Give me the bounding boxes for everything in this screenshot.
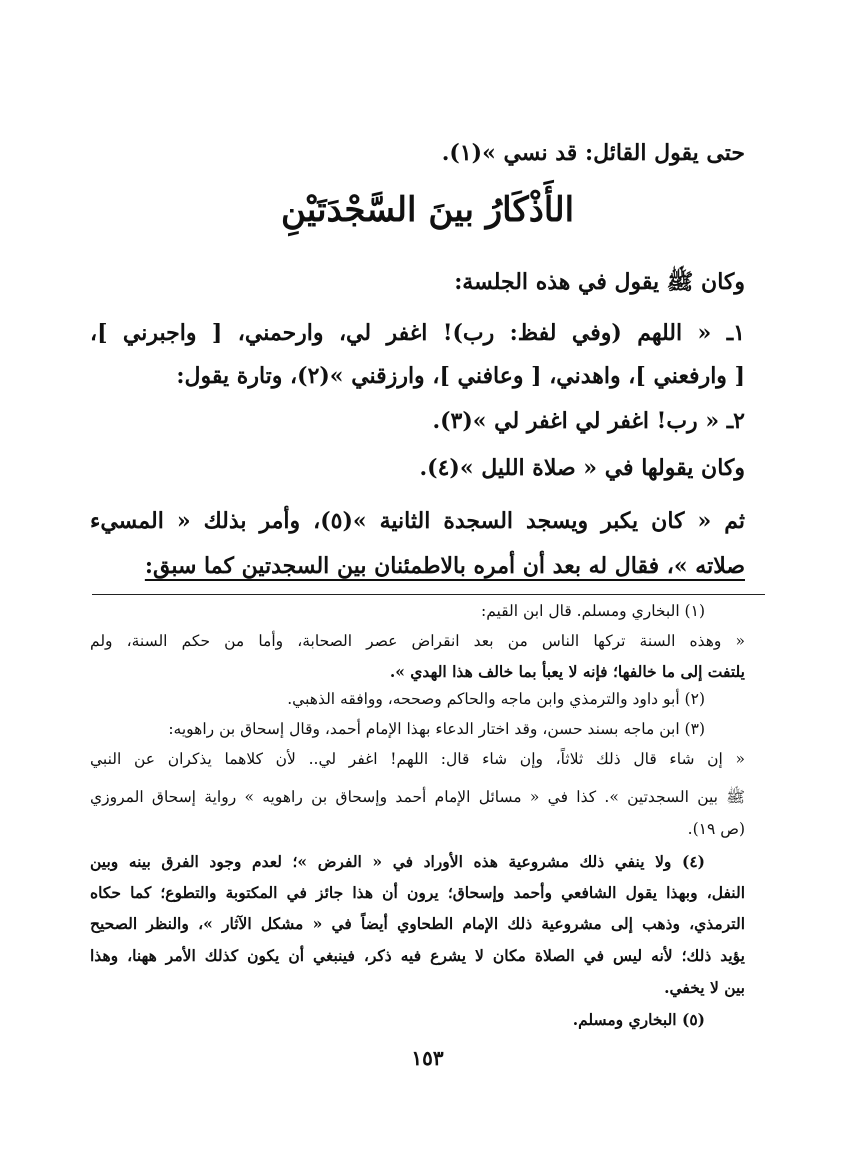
footnote-5: (٥) البخاري ومسلم. [572,1010,705,1029]
section-heading: الأَذْكَارُ بينَ السَّجْدَتَيْنِ [280,190,575,230]
text-line-9: صلاته »، فقال له بعد أن أمره بالاطمئنان بين السجدتين كما سبق: [144,553,745,579]
page-number: ١٥٣ [411,1046,444,1070]
text-line-6: ٢ـ « رب! اغفر لي اغفر لي »(٣). [432,408,745,434]
footnote-3-a: (٣) ابن ماجه بسند حسن، وقد اختار الدعاء بهذا الإمام أحمد، وقال إسحاق بن راهويه: [168,720,705,738]
text-line-1: حتى يقول القائل: قد نسي »(١). [441,140,745,166]
footnote-1-b: « وهذه السنة تركها الناس من بعد انقراض عصر الصحابة، وأما من حكم السنة، ولم [90,632,745,650]
footnote-4-c: الترمذي، وذهب إلى مشروعية ذلك الإمام الطحاوي أيضاً في « مشكل الآثار »، والنظر الصحيح [90,914,745,933]
footnote-1-c: يلتفت إلى ما خالفها؛ فإنه لا يعبأ بما خالف هذا الهدي ». [389,662,745,681]
footnote-3-d: (ص ١٩). [687,820,745,838]
footnote-4-e: بين لا يخفي. [664,978,745,997]
text-line-7: وكان يقولها في « صلاة الليل »(٤). [419,455,745,481]
text-line-5: [ وارفعني ]، واهدني، [ وعافني ]، وارزقني »(٢)، وتارة يقول: [176,363,745,389]
text-line-4: ١ـ « اللهم (وفي لفظ: رب)! اغفر لي، وارحمني، [ واجبرني ]، [90,320,745,346]
footnote-3-c: ﷺ بين السجدتين ». كذا في « مسائل الإمام أحمد وإسحاق بن راهويه » رواية إسحاق المروزي [90,788,745,806]
footnote-1-a: (١) البخاري ومسلم. قال ابن القيم: [480,602,705,620]
footnote-4-b: النفل، وبهذا يقول الشافعي وأحمد وإسحاق؛ يرون أن هذا جائز في المكتوبة والتطوع؛ كما حكاه [90,883,745,902]
footnote-4-a: (٤) ولا ينفي ذلك مشروعية هذه الأوراد في « الفرض »؛ لعدم وجود الفرق بينه وبين [90,852,705,871]
footnote-3-b: « إن شاء قال ذلك ثلاثاً، وإن شاء قال: اللهم! اغفر لي.. لأن كلاهما يذكران عن النبي [90,750,745,768]
text-line-8: ثم « كان يكبر ويسجد السجدة الثانية »(٥)، وأمر بذلك « المسيء [90,508,745,534]
footnote-divider [92,594,765,595]
footnote-2: (٢) أبو داود والترمذي وابن ماجه والحاكم وصححه، ووافقه الذهبي. [287,690,705,708]
text-line-3: وكان ﷺ يقول في هذه الجلسة: [454,269,745,295]
footnote-4-d: يؤيد ذلك؛ لأنه ليس في الصلاة مكان لا يشرع فيه ذكر، فينبغي أن يكون كذلك الأمر ههنا، وهذا [90,946,745,965]
